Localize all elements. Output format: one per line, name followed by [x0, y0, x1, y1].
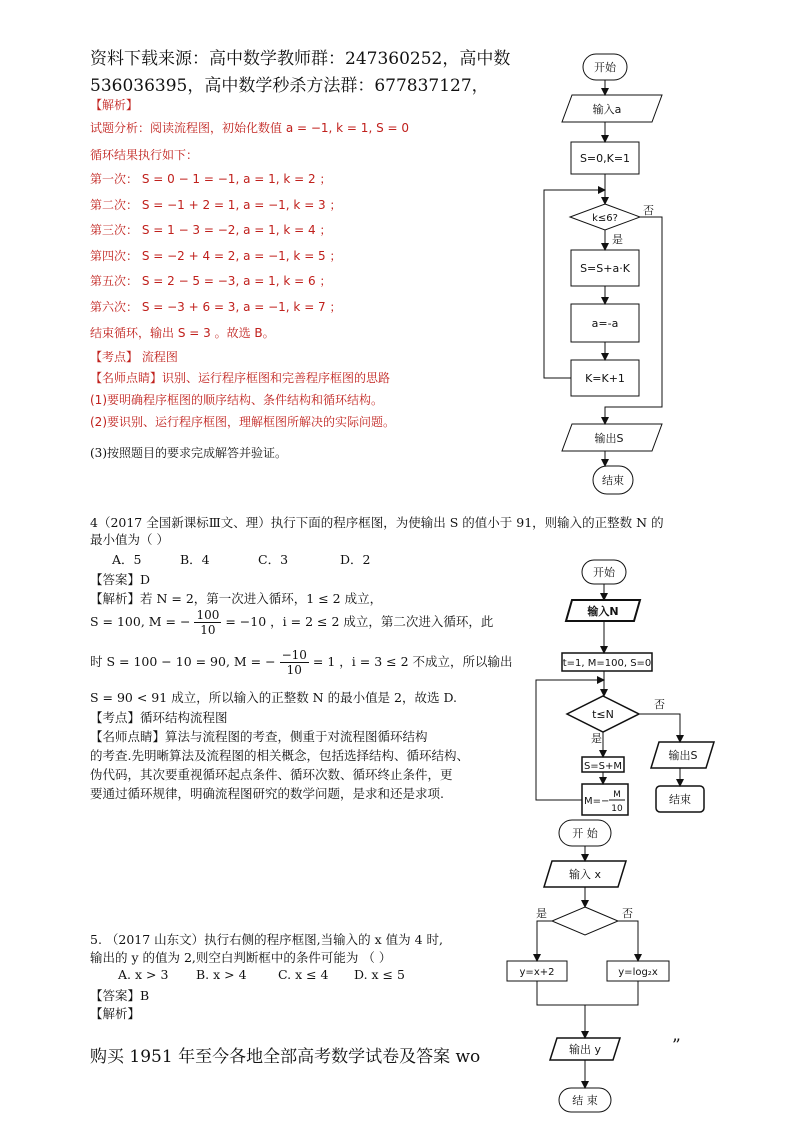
q4-option-a: A．5	[112, 552, 142, 567]
fc2-no: 否	[654, 698, 665, 711]
q5-option-a: A. x > 3	[118, 967, 169, 982]
fc2-step2-num: M	[613, 790, 621, 800]
q3-conclusion: 结束循环，输出 S = 3 。故选 B。	[90, 326, 275, 340]
q3-tip-2: (2)要识别、运行程序框图，理解框图所解决的实际问题。	[90, 415, 396, 429]
q5-option-d: D. x ≤ 5	[354, 967, 405, 982]
q4-jiexi-4: S = 90 < 91 成立，所以输入的正整数 N 的最小值是 2，故选 D.	[90, 690, 458, 705]
flowchart-3	[507, 820, 669, 1112]
q4-jiexi-2a: S = 100, M = −	[90, 614, 191, 629]
q3-analysis: 试题分析：阅读流程图，初始化数值 a = −1, k = 1, S = 0	[90, 121, 410, 135]
q3-tip-1: (1)要明确程序框图的顺序结构、条件结构和循环结构。	[90, 393, 384, 407]
fc3-no: 否	[622, 907, 633, 920]
fc2-cond: t≤N	[592, 708, 614, 721]
q4-title: 4（2017 全国新课标Ⅲ文、理）执行下面的程序框图，为使输出 S 的值小于 91，则输入的正整数 N 的	[90, 515, 664, 530]
q4-frac-1-den: 10	[200, 623, 216, 637]
fc1-start: 开始	[594, 61, 616, 74]
fc1-cond: k≤6?	[592, 213, 618, 224]
q5-jiexi: 【解析】	[90, 1006, 141, 1021]
q4-kaodian: 【考点】循环结构流程图	[90, 710, 228, 725]
flowchart-2	[536, 560, 714, 815]
footer-mark: ”	[672, 1036, 681, 1056]
q4-frac-2-num: −10	[281, 648, 307, 662]
fc2-output: 输出S	[668, 749, 698, 762]
fc3-output: 输出 y	[568, 1043, 602, 1056]
q5-title-1: 5. （2017 山东文）执行右侧的程序框图,当输入的 x 值为 4 时,	[90, 932, 444, 947]
q3-step-2: 第二次： S = −1 + 2 = 1, a = −1, k = 3 ；	[90, 198, 342, 212]
fc3-start: 开 始	[572, 827, 598, 840]
fc2-yes: 是	[591, 732, 602, 745]
q3-mingshi: 【名师点睛】识别、运行程序框图和完善程序框图的思路	[90, 371, 391, 385]
q4-frac-1-num: 100	[196, 608, 220, 622]
q3-step-1: 第一次： S = 0 − 1 = −1, a = 1, k = 2 ；	[90, 172, 332, 186]
fc2-init: t=1, M=100, S=0	[562, 658, 652, 669]
fc1-step1: S=S+a·K	[580, 262, 630, 275]
fc2-end: 结束	[669, 793, 691, 806]
q5-title-2: 输出的 y 的值为 2,则空白判断框中的条件可能为 （ ）	[90, 950, 392, 965]
q5-option-b: B. x > 4	[196, 967, 247, 982]
fc3-left: y=x+2	[519, 967, 555, 978]
q4-answer: 【答案】D	[90, 572, 151, 587]
fc3-end: 结 束	[572, 1094, 598, 1107]
header-line-1: 资料下载来源：高中数学教师群：247360252，高中数	[90, 49, 511, 69]
q4-jiexi-1: 【解析】若 N = 2，第一次进入循环，1 ≤ 2 成立，	[90, 591, 383, 606]
q3-step-3: 第三次： S = 1 − 3 = −2, a = 1, k = 4 ；	[90, 223, 332, 237]
q4-jiexi-2b: = −10 ，i = 2 ≤ 2 成立，第二次进入循环，此	[225, 614, 494, 629]
q4-title-2: 最小值为（ ）	[90, 532, 169, 547]
q4-jiexi-3a: 时 S = 100 − 10 = 90, M = −	[90, 654, 276, 669]
q5-option-c: C. x ≤ 4	[278, 967, 329, 982]
q3-tip-3: (3)按照题目的要求完成解答并验证。	[90, 446, 287, 460]
q4-frac-2-den: 10	[286, 663, 302, 677]
fc1-yes: 是	[612, 233, 623, 246]
fc2-start: 开始	[593, 566, 615, 579]
fc1-output: 输出S	[594, 432, 624, 445]
header-line-2: 536036395，高中数学秒杀方法群：677837127，	[90, 76, 489, 96]
q3-kaodian: 【考点】 流程图	[90, 350, 178, 364]
q4-mingshi-2: 的考查.先明晰算法及流程图的相关概念，包括选择结构、循环结构、	[90, 748, 469, 763]
fc2-step1: S=S+M	[583, 761, 623, 772]
q4-option-d: D．2	[340, 552, 371, 567]
fc1-end: 结束	[602, 474, 624, 487]
q4-mingshi-3: 伪代码，其次要重视循环起点条件、循环次数、循环终止条件，更	[90, 767, 453, 782]
q4-jiexi-3b: = 1 ，i = 3 ≤ 2 不成立，所以输出	[312, 654, 513, 669]
q3-step-5: 第五次： S = 2 − 5 = −3, a = 1, k = 6 ；	[90, 274, 332, 288]
fc3-right: y=log₂x	[618, 967, 658, 978]
fc2-input: 输入N	[587, 605, 619, 618]
q4-option-c: C．3	[258, 552, 289, 567]
fc1-step3: K=K+1	[585, 372, 625, 385]
fc1-init: S=0,K=1	[579, 152, 631, 165]
fc1-no: 否	[643, 204, 654, 217]
q3-step-6: 第六次： S = −3 + 6 = 3, a = −1, k = 7 ；	[90, 300, 342, 314]
fc3-cond-diamond	[552, 907, 618, 935]
fc3-yes: 是	[536, 907, 547, 920]
q3-jiexi: 【解析】	[90, 98, 139, 112]
fc1-input: 输入a	[592, 103, 622, 116]
fc2-step2-den: 10	[611, 804, 623, 814]
q5-answer: 【答案】B	[90, 988, 150, 1003]
q4-mingshi-4: 要通过循环规律，明确流程图研究的数学问题，是求和还是求项.	[90, 786, 444, 801]
q4-option-b: B．4	[180, 552, 210, 567]
q3-loop-intro: 循环结果执行如下：	[90, 148, 199, 162]
fc2-step2-lhs: M=−	[584, 796, 610, 807]
fc1-step2: a=-a	[591, 317, 619, 330]
footer-text: 购买 1951 年至今各地全部高考数学试卷及答案 wo	[90, 1047, 481, 1067]
q4-mingshi-1: 【名师点睛】算法与流程图的考查，侧重于对流程图循环结构	[90, 729, 428, 744]
q3-step-4: 第四次： S = −2 + 4 = 2, a = −1, k = 5 ；	[90, 249, 342, 263]
fc3-input: 输入 x	[568, 868, 602, 881]
